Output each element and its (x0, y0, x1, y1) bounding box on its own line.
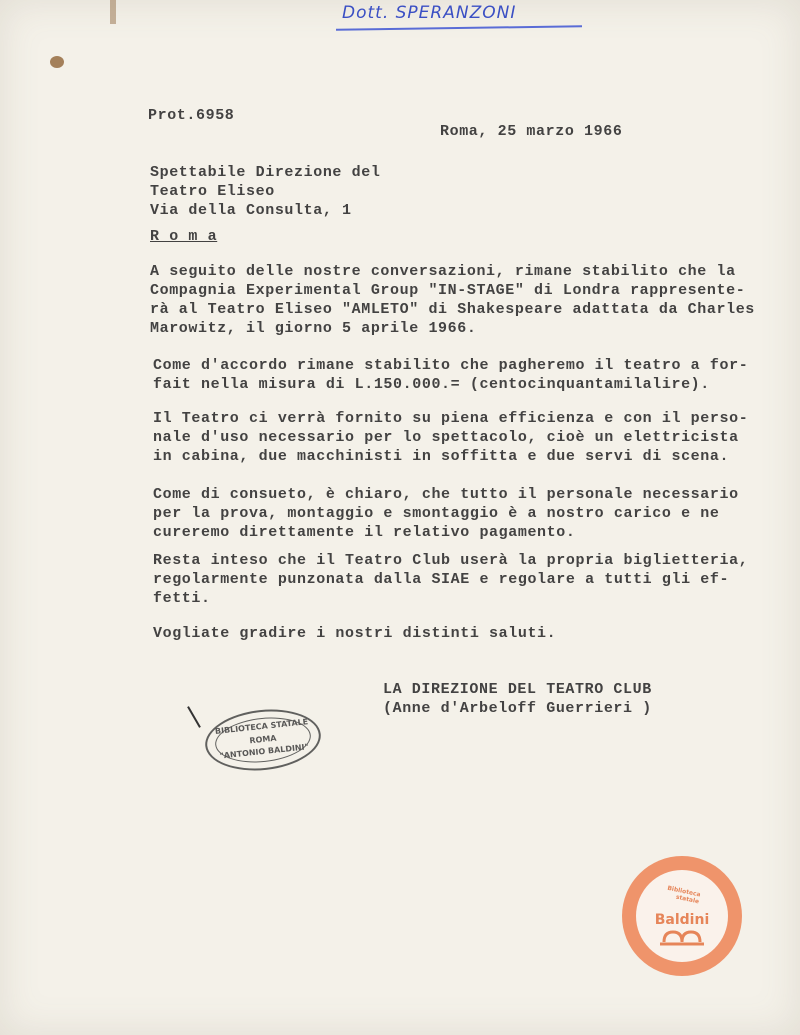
paragraph-4-line-1: Come di consueto, è chiaro, che tutto il personale necessario (153, 486, 739, 503)
paragraph-4-line-3: cureremo direttamente il relativo pagamento. (153, 524, 576, 541)
paragraph-1-line-4: Marowitz, il giorno 5 aprile 1966. (150, 320, 477, 337)
baldini-logo (622, 856, 742, 976)
paragraph-4-line-4: Resta inteso che il Teatro Club userà la propria biglietteria, (153, 552, 749, 569)
logo-small-text: Biblioteca statale (666, 884, 702, 906)
library-stamp (202, 704, 324, 776)
stamp-line-1: BIBLIOTECA STATALE (214, 717, 309, 736)
stamp-line-2: ROMA (248, 733, 277, 746)
paragraph-1-line-2: Compagnia Experimental Group "IN-STAGE" di Londra rappresente- (150, 282, 746, 299)
paragraph-3-line-3: in cabina, due macchinisti in soffitta e due servi di scena. (153, 448, 730, 465)
signature-line-1: LA DIREZIONE DEL TEATRO CLUB (383, 681, 652, 698)
punch-hole (50, 56, 64, 68)
paragraph-4-line-2: per la prova, montaggio e smontaggio è a nostro carico e ne (153, 505, 720, 522)
signature-line-2: (Anne d'Arbeloff Guerrieri ) (383, 700, 652, 717)
place-date: Roma, 25 marzo 1966 (440, 123, 623, 140)
paragraph-3-line-2: nale d'uso necessario per lo spettacolo, cioè un elettricista (153, 429, 739, 446)
paragraph-2-line-1: Come d'accordo rimane stabilito che pagheremo il teatro a for- (153, 357, 749, 374)
open-book-icon (636, 870, 728, 962)
logo-inner-circle (636, 870, 728, 962)
staple-mark (110, 0, 116, 24)
handwritten-underline (336, 25, 582, 30)
protocol-number: Prot.6958 (148, 107, 235, 124)
paragraph-1-line-1: A seguito delle nostre conversazioni, rimane stabilito che la (150, 263, 736, 280)
paragraph-3-line-1: Il Teatro ci verrà fornito su piena efficienza e con il perso- (153, 410, 749, 427)
handwritten-annotation: Dott. SPERANZONI (342, 3, 517, 23)
recipient-city: R o m a (150, 228, 218, 245)
stamp-tick-mark (187, 706, 201, 728)
logo-word: Baldini (654, 912, 710, 928)
closing-salutation: Vogliate gradire i nostri distinti saluti. (153, 625, 557, 642)
recipient-line-2: Teatro Eliseo (150, 183, 275, 200)
paragraph-4-line-5: regolarmente punzonata dalla SIAE e regolare a tutti gli ef- (153, 571, 730, 588)
paragraph-4-line-6: fetti. (153, 590, 211, 607)
stamp-line-3: "ANTONIO BALDINI" (219, 742, 310, 761)
paragraph-1-line-3: rà al Teatro Eliseo "AMLETO" di Shakespeare adattata da Charles (150, 301, 755, 318)
recipient-line-1: Spettabile Direzione del (150, 164, 381, 181)
recipient-line-3: Via della Consulta, 1 (150, 202, 352, 219)
paragraph-2-line-2: fait nella misura di L.150.000.= (centocinquantamilalire). (153, 376, 710, 393)
